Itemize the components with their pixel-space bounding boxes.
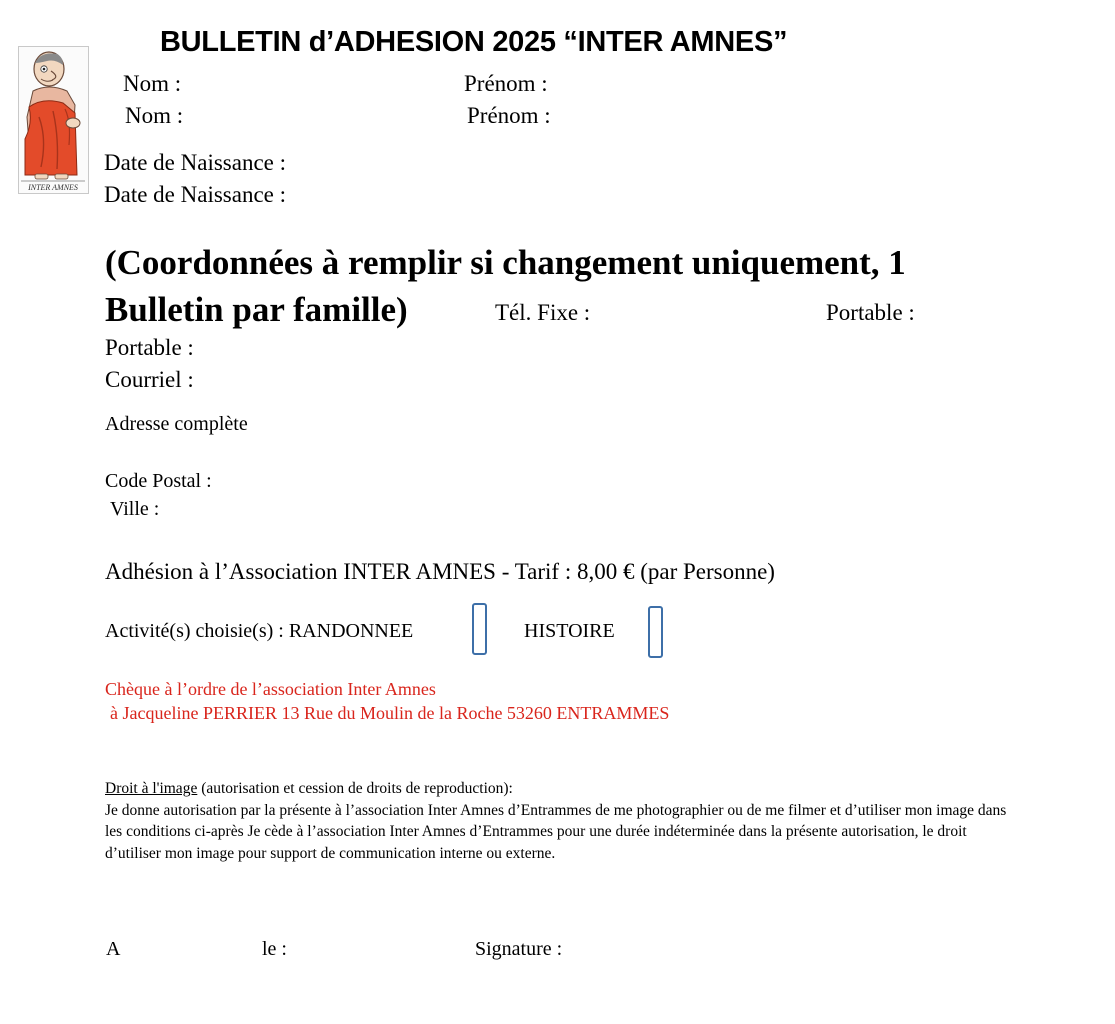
form-title: BULLETIN d’ADHESION 2025 “INTER AMNES” [160,26,788,58]
courriel-label: Courriel : [105,367,194,392]
signature-label: Signature : [475,938,563,960]
member-1-nom-label: Nom : [123,71,182,96]
logo-caption: INTER AMNES [28,183,78,192]
member-2-prenom-label: Prénom : [467,103,551,128]
membership-fee-text: Adhésion à l’Association INTER AMNES - Tarif : 8,00 € (par Personne) [105,559,775,584]
histoire-label: HISTOIRE [524,620,615,642]
adresse-label: Adresse complète [105,413,248,435]
place-label: A [106,938,121,960]
payment-line-1: Chèque à l’ordre de l’association Inter Amnes [105,679,436,699]
image-rights-heading [105,778,1015,800]
code-postal-label: Code Postal : [105,470,212,492]
association-logo [18,46,89,194]
payment-line-2: à Jacqueline PERRIER 13 Rue du Moulin de la Roche 53260 ENTRAMMES [110,703,670,723]
roman-figure-illustration [19,47,88,193]
randonnee-checkbox[interactable] [472,603,487,655]
contact-heading-line1: (Coordonnées à remplir si changement uniquement, 1 [105,243,906,282]
member-2-nom-label: Nom : [125,103,184,128]
member-1-prenom-label: Prénom : [464,71,548,96]
image-rights-section [105,778,1015,864]
ville-label: Ville : [110,498,160,520]
image-rights-subtitle: (autorisation et cession de droits de reproduction): [197,780,513,797]
date-label: le : [262,938,287,960]
birthdate-1-label: Date de Naissance : [104,150,287,175]
birthdate-2-label: Date de Naissance : [104,182,287,207]
activities-label: Activité(s) choisie(s) : RANDONNEE [105,620,414,642]
histoire-checkbox[interactable] [648,606,663,658]
image-rights-title: Droit à l'image [105,780,198,797]
contact-heading-line2: Bulletin par famille) [105,290,408,329]
tel-fixe-label: Tél. Fixe : [495,300,591,325]
portable-label-2: Portable : [105,335,194,360]
portable-label-1: Portable : [826,300,915,325]
image-rights-body: Je donne autorisation par la présente à l’association Inter Amnes d’Entrammes de me photographier ou de me filmer et d’utiliser mon image dans les conditions ci-après Je cède à l’association Inter Amnes d’Entrammes pour une durée indéterminée dans la présente autorisation, le droit d’utiliser mon image pour support de communication interne ou externe. [105,801,1007,862]
